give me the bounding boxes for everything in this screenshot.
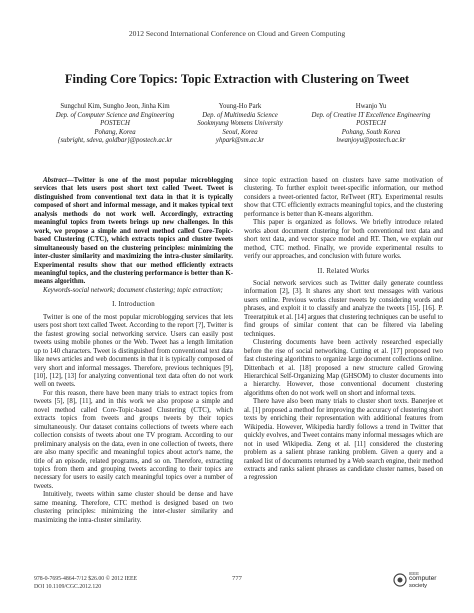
author-email: hwanjoyu@postech.ac.kr [336, 137, 406, 145]
section-heading-related-works: II. Related Works [317, 267, 370, 275]
ieee-computer-society-logo [393, 571, 443, 591]
author-affiliation-1 [30, 103, 200, 146]
paper-title: Finding Core Topics: Topic Extraction with Clustering on Tweet [64, 72, 410, 86]
keywords: Keywords-social network; document clustering; topic extraction; [43, 286, 223, 294]
computer-society-mark-icon [393, 573, 407, 587]
footer-doi: DOI 10.1109/CGC.2012.120 [34, 584, 102, 590]
paragraph: There have also been many trials to cluster short texts. Banerjee et al. [1] proposed a method for improving the accuracy of clustering short texts by enriching their representation with additional features from Wikipedia. However, Wikipedia hardly follows a trend in Twitter that quickly evolves, and Tweet contains many informal messages which are not in used Wikipedia. Zeng et al. [11] considered the clustering problem as a salient phrase ranking problem. Given a query and a ranked list of documents returned by a Web search engine, their method extracts and ranks salient phrases as candidate cluster names, based on a regression [244, 398, 444, 482]
author-email: {subright, sdeva, goldbar}@postech.ac.kr [57, 137, 173, 145]
paragraph: Twitter is one of the most popular microblogging services that lets users post short text called Tweet. According to the report [?], Twitter is the fastest growing social networking service. Users can easily post tweets using mobile phones or the Web. Tweet has a length limitation up to 140 characters. Tweet is distinguished from conventional text data like news articles and web documents in that it is typically composed of very short and informal messages. Therefore, previous techniques [9], [10], [12], [13] for analyzing conventional text data often do not work well on tweets. [34, 313, 233, 389]
logo-text-ieee: IEEE [409, 571, 420, 576]
author-block [30, 103, 444, 163]
paragraph: This paper is organized as follows. We briefly introduce related works about document clustering for both conventional text data and short text data, and vector space model and RT. Then, we explain our method, CTC method. Finally, we provide experimental results to verify our approaches, and conclusion with future works. [244, 219, 443, 261]
logo-text-computer: computer [409, 575, 437, 582]
author-organization: POSTECH [100, 120, 130, 128]
author-names: Hwanjo Yu [355, 103, 387, 110]
author-organization: Sookmyung Womens University [197, 120, 283, 128]
author-location: Pohang, Korea [94, 128, 136, 136]
left-column [34, 177, 233, 525]
author-affiliation-3 [296, 103, 446, 146]
author-location: Seoul, Korea [222, 128, 258, 136]
author-affiliation-2 [180, 103, 300, 146]
author-location: Pohang, South Korea [341, 128, 401, 136]
paragraph: For this reason, there have been many trials to extract topics from tweets [5], [8], [11], and in this work we also propose a simple and novel method called Core-Topic-based Clustering (CTC), which extracts topics from tweets and groups tweets by their topics simultaneously. Our dataset contains collections of tweets where each collection consists of tweets about one TV program. According to our preliminary analysis on the data, even in one collection of tweets, there are also many specific and meaningful topics about actor's name, the title of an episode, related programs, and so on. Therefore, extracting topics from them and grouping tweets according to their topics are necessary for users to easily catch meaningful topics over a number of tweets. [34, 389, 233, 490]
paragraph: Clustering documents have been actively researched especially before the rise of social networking. Cutting et al. [17] proposed two fast clustering algorithms to organize large document collections online. Dittenbach et al. [18] proposed a new structure called Growing Hierarchical Self-Organizing Map (GHSOM) to cluster documents into a hierarchy. However, those conventional document clustering algorithms often do not work well on short and informal texts. [244, 339, 443, 397]
abstract [34, 177, 233, 287]
paragraph: Social network services such as Twitter daily generate countless information [2], [3]. It shares any short text messages with various users online. Previous works cluster tweets by considering words and phrases, and exploit it to classify and analyze the tweets [15], [16]. P. Treeratpituk et al. [14] argues that clustering techniques can be useful to find groups of similar content that can be filtered via labeling techniques. [244, 279, 444, 338]
logo-text-society: society [409, 583, 428, 589]
author-department: Dep. of Computer Science and Engineering [55, 111, 175, 119]
conference-header: 2012 Second International Conference on Cloud and Green Computing [128, 29, 346, 38]
section-heading-introduction: I. Introduction [112, 301, 155, 309]
author-organization: POSTECH [356, 120, 386, 128]
right-column [244, 177, 443, 483]
author-names: Sungchul Kim, Sungho Jeon, Jinha Kim [60, 103, 170, 110]
abstract-lead: Abstract [43, 177, 67, 184]
author-department: Dep. of Creative IT Excellence Engineering [311, 111, 431, 119]
footer-isbn: 978-0-7695-4864-7/12 $26.00 © 2012 IEEE [34, 576, 138, 582]
author-department: Dep. of Multimedia Science [202, 111, 278, 119]
author-names: Young-Ho Park [218, 103, 262, 110]
paragraph: Intuitively, tweets within same cluster should be dense and have same meaning. Therefore, CTC method is designed based on two clustering principles: minimizing the inter-cluster similarity and maximizing the intra-cluster similarity. [34, 491, 233, 524]
author-email: yhpark@sm.ac.kr [215, 137, 265, 145]
page-number: 777 [232, 575, 242, 582]
paragraph: since topic extraction based on clusters have same motivation of clustering. To further exploit tweet-specific information, our method considers a tweet-oriented factor, ReTweet (RT). Experimental results show that CTC efficiently extracts meaningful topics, and the clustering performance is better than K-means algorithm. [244, 177, 443, 218]
abstract-body: —Twitter is one of the most popular microblogging services that lets users post short text called Tweet. Tweet is distinguished from conventional text data in that it is typically composed of short and informal message, and it makes typical text analysis methods do not work well. Accordingly, extracting meaningful topics from tweets brings up new challenges. In this work, we propose a simple and novel method called Core-Topic-based Clustering (CTC), which extracts topics and cluster tweets simultaneously based on the clustering principles: minimizing the inter-cluster similarity and maximizing the intra-cluster similarity. Experimental results show that our method efficiently extracts meaningful topics, and the clustering performance is better than K-means algorithm. [34, 177, 233, 286]
